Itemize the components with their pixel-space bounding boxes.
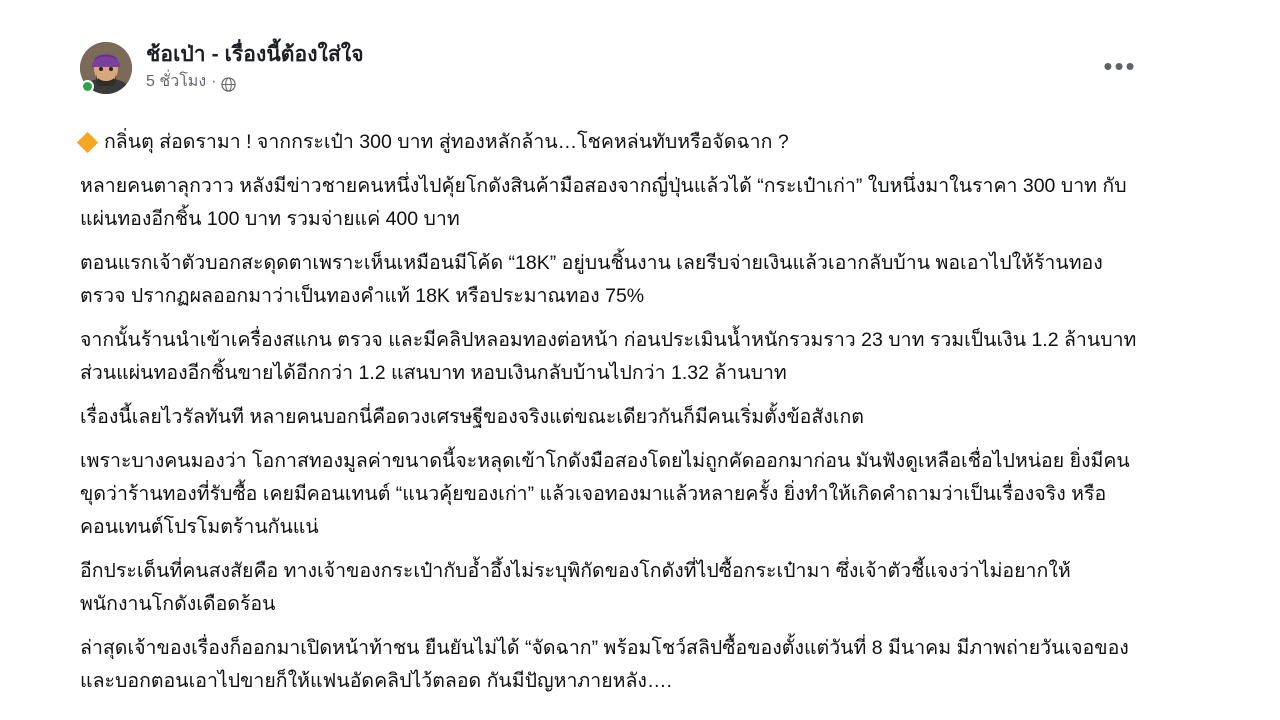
post-paragraph: เพราะบางคนมองว่า โอกาสทองมูลค่าขนาดนี้จะหลุดเข้าโกดังมือสองโดยไม่ถูกคัดออกมาก่อน มันฟังดูเหลือเชื่อไปหน่อย ยิ่งมีคนขุดว่าร้านทองที่รับซื้อ เคยมีคอนเทนต์ “แนวคุ้ยของเก่า” แล้วเจอทองมาแล้วหลายครั้ง ยิ่งทำให้เกิดคำถามว่าเป็นเรื่องจริง หรือคอนเทนต์โปรโมตร้านกันแน่ <box>80 450 1130 538</box>
orange-diamond-icon <box>77 132 98 153</box>
post-body <box>80 126 1140 698</box>
post-paragraph-headline <box>80 126 1140 159</box>
post-paragraph: จากนั้นร้านนำเข้าเครื่องสแกน ตรวจ และมีคลิปหลอมทองต่อหน้า ก่อนประเมินน้ำหนักรวมราว 23 บาท รวมเป็นเงิน 1.2 ล้านบาท ส่วนแผ่นทองอีกชิ้นขายได้อีกกว่า 1.2 แสนบาท หอบเงินกลับบ้านไปกว่า 1.32 ล้านบาท <box>80 329 1137 384</box>
globe-icon[interactable] <box>221 77 236 92</box>
post-container <box>80 40 1140 709</box>
author-name[interactable]: ช้อเป่า - เรื่องนี้ต้องใส่ใจ <box>146 43 364 66</box>
post-paragraph: ตอนแรกเจ้าตัวบอกสะดุดตาเพราะเห็นเหมือนมีโค้ด “18K” อยู่บนชิ้นงาน เลยรีบจ่ายเงินแล้วเอากลับบ้าน พอเอาไปให้ร้านทองตรวจ ปรากฏผลออกมาว่าเป็นทองคำแท้ 18K หรือประมาณทอง 75% <box>80 252 1103 307</box>
avatar[interactable] <box>80 42 132 94</box>
post-paragraph: ล่าสุดเจ้าของเรื่องก็ออกมาเปิดหน้าท้าชน ยืนยันไม่ได้ “จัดฉาก” พร้อมโชว์สลิปซื้อของตั้งแต่วันที่ 8 มีนาคม มีภาพถ่ายวันเจอของ และบอกตอนเอาไปขายก็ให้แฟนอัดคลิปไว้ตลอด กันมีปัญหาภายหลัง…. <box>80 637 1129 692</box>
meta-separator: · <box>211 73 217 90</box>
post-header-text <box>146 40 1100 92</box>
post-headline-text: กลิ่นตุ ส่อดรามา ! จากกระเป๋า 300 บาท สู่ทองหลักล้าน…โชคหล่นทับหรือจัดฉาก ? <box>104 131 789 153</box>
post-options-button[interactable]: ••• <box>1103 51 1137 81</box>
post-timestamp[interactable]: 5 ชั่วโมง <box>146 73 207 90</box>
online-status-dot <box>81 80 94 93</box>
post-meta <box>146 72 1100 92</box>
post-paragraph: เรื่องนี้เลยไวรัลทันที หลายคนบอกนี่คือดวงเศรษฐีของจริงแต่ขณะเดียวกันก็มีคนเริ่มตั้งข้อสังเกต <box>80 406 864 428</box>
post-header <box>80 40 1140 104</box>
post-paragraph: อีกประเด็นที่คนสงสัยคือ ทางเจ้าของกระเป๋ากับอ้ำอึ้งไม่ระบุพิกัดของโกดังที่ไปซื้อกระเป๋ามา ซึ่งเจ้าตัวชี้แจงว่าไม่อยากให้พนักงานโกดังเดือดร้อน <box>80 560 1071 615</box>
post-paragraph: หลายคนตาลุกวาว หลังมีข่าวชายคนหนึ่งไปคุ้ยโกดังสินค้ามือสองจากญี่ปุ่นแล้วได้ “กระเป๋าเก่า” ใบหนึ่งมาในราคา 300 บาท กับแผ่นทองอีกชิ้น 100 บาท รวมจ่ายแค่ 400 บาท <box>80 175 1127 230</box>
